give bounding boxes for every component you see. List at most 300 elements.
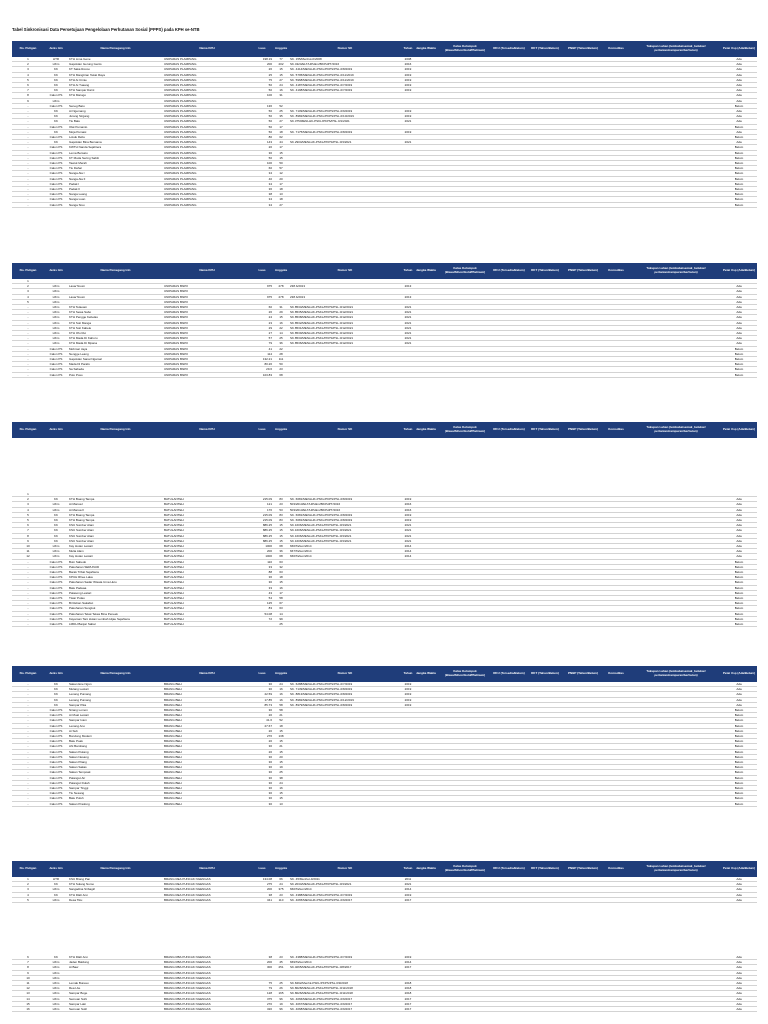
- column-header-pnbp: PNBP (Tahun/Belum): [565, 861, 601, 877]
- cell-anggota: 23: [273, 955, 289, 960]
- cell-anggota: 15: [273, 72, 289, 77]
- cell-no: 2: [12, 62, 44, 67]
- cell-no: 7: [12, 528, 44, 533]
- cell-peta: Ada: [721, 507, 757, 512]
- cell-tahun: 2017: [401, 897, 415, 902]
- column-header-komoditas: Komoditas: [601, 263, 631, 279]
- cell-luas: 41: [251, 346, 273, 351]
- cell-peta: Ada: [721, 1007, 757, 1012]
- cell-no: -: [12, 739, 44, 744]
- cell-jenis: Calon PS: [44, 786, 68, 791]
- cell-nomor_sk: SK.8536/MENLHK-PSKL/PKPS/PSL.0/12/2021: [289, 341, 401, 346]
- cell-nomor_sk: SK.4065/MENLHK-PSKL/PKPS/PSL.0/8/2017: [289, 965, 401, 970]
- cell-kph: BATULANTEH: [163, 502, 251, 507]
- cell-luas: 30: [251, 687, 273, 692]
- cell-no: 6: [12, 955, 44, 960]
- column-header-peta: Peta/ Usp (Ada/Belum): [721, 41, 757, 57]
- cell-peta: Belum: [721, 585, 757, 590]
- column-header-nomor_sk: Nomor SK: [289, 666, 401, 682]
- cell-nama: Ai Ngemang: [68, 109, 163, 114]
- cell-nama: KTH Sampar Darni: [68, 88, 163, 93]
- cell-nomor_sk: SK. 4388/MENLHK-PSKL/PKPS/PSL.0/7/2019: [289, 892, 401, 897]
- cell-anggota: 24: [273, 882, 289, 887]
- cell-luas: 886.25: [251, 533, 273, 538]
- column-header-pnbp: PNBP (Tahun/Belum): [565, 263, 601, 279]
- cell-jenis: Calon PS: [44, 192, 68, 197]
- cell-kph: BRANG BEH: [163, 728, 251, 733]
- cell-tahun: 2019: [401, 697, 415, 702]
- cell-luas: 50: [251, 114, 273, 119]
- cell-anggota: 25: [273, 336, 289, 341]
- cell-nama: Nanga Luan: [68, 197, 163, 202]
- cell-tahun: 2014: [401, 554, 415, 559]
- cell-luas: 103.83: [251, 372, 273, 377]
- cell-jenis: HKm: [44, 62, 68, 67]
- cell-nama: Jurang Sirgang: [68, 114, 163, 119]
- cell-nama: KTH Marugo: [68, 93, 163, 98]
- cell-jangka: [415, 897, 437, 902]
- cell-no: -: [12, 171, 44, 176]
- cell-jenis: KK: [44, 697, 68, 702]
- cell-nomor_sk: SK.8534/MENLHK-PSKL/PKPS/PSL.0/12/2021: [289, 305, 401, 310]
- cell-anggota: 63: [273, 606, 289, 611]
- cell-kph: BRANG BEH: [163, 692, 251, 697]
- column-header-nama: Nama Pemegang Izin: [68, 422, 163, 438]
- cell-kph: UNIPARAS PLAMPANG: [163, 202, 251, 207]
- cell-peta: Belum: [721, 590, 757, 595]
- cell-jenis: Calon PS: [44, 367, 68, 372]
- cell-no: -: [12, 140, 44, 145]
- table-row: [12, 1007, 757, 1012]
- cell-anggota: 24: [273, 83, 289, 88]
- cell-kph: BRANG BEH: [163, 754, 251, 759]
- cell-nomor_sk: SK.8535/MENLHK-PSKL/PKPS/PSL.0/12/2021: [289, 310, 401, 315]
- cell-peta: Belum: [721, 166, 757, 171]
- cell-nama: KT Muda Sering Sabiti: [68, 155, 163, 160]
- column-header-anggota: Anggota: [273, 666, 289, 682]
- cell-luas: 114: [251, 351, 273, 356]
- cell-anggota: 15: [273, 538, 289, 543]
- cell-kph: UNIPARAS PLAMPANG: [163, 155, 251, 160]
- cell-kph: UNIPARAS PLAMPANG: [163, 72, 251, 77]
- cell-peta: Belum: [721, 754, 757, 759]
- cell-nama: Palasong Lestari: [68, 590, 163, 595]
- cell-tahun: 2014: [401, 544, 415, 549]
- cell-tahun: 2019: [401, 518, 415, 523]
- cell-anggota: 63: [273, 570, 289, 575]
- cell-jenis: HKm: [44, 284, 68, 289]
- column-header-rku: RKU (Tersedia/Belum): [493, 263, 525, 279]
- cell-no: -: [12, 734, 44, 739]
- cell-tahun: [401, 202, 415, 207]
- cell-jenis: HKm: [44, 310, 68, 315]
- cell-no: -: [12, 575, 44, 580]
- cell-kph: BATULANTEH: [163, 601, 251, 606]
- column-header-nomor_sk: Nomor SK: [289, 861, 401, 877]
- cell-luas: 30: [251, 744, 273, 749]
- cell-no: 1: [12, 492, 44, 497]
- cell-kph: UNIPARAS BIWO: [163, 367, 251, 372]
- cell-luas: 50: [251, 88, 273, 93]
- cell-no: 1: [12, 279, 44, 284]
- cell-peta: Belum: [721, 357, 757, 362]
- cell-kph: BATULANTEH: [163, 523, 251, 528]
- cell-anggota: 66: [273, 877, 289, 882]
- cell-anggota: 96: [273, 1007, 289, 1012]
- cell-nomor_sk: 667/Tahun/2014: [289, 549, 401, 554]
- cell-nomor_sk: SK. 6681/MENLHK-PSKL/PKPS/PSL.0/8/2019: [289, 518, 401, 523]
- cell-no: -: [12, 331, 44, 336]
- cell-luas: 134.08: [251, 877, 273, 882]
- cell-luas: 24: [251, 315, 273, 320]
- cell-luas: 34: [251, 171, 273, 176]
- cell-kph: BRANG BEH: [163, 708, 251, 713]
- table-row: [12, 622, 757, 627]
- cell-jenis: KK: [44, 682, 68, 687]
- cell-kph: UNIPARAS PLAMPANG: [163, 109, 251, 114]
- cell-nama: Sampar Pika: [68, 702, 163, 707]
- cell-jenis: KK: [44, 114, 68, 119]
- cell-jenis: HKm: [44, 341, 68, 346]
- cell-anggota: 15: [273, 523, 289, 528]
- cell-peta: Belum: [721, 103, 757, 108]
- cell-no: -: [12, 796, 44, 801]
- cell-nama: Buin Sabedo: [68, 559, 163, 564]
- column-header-tahun: Tahun: [401, 41, 415, 57]
- cell-kph: UNIPARAS PLAMPANG: [163, 83, 251, 88]
- cell-no: -: [12, 372, 44, 377]
- cell-jenis: Calon PS: [44, 161, 68, 166]
- cell-peta: Ada: [721, 67, 757, 72]
- table-row: [12, 897, 757, 902]
- cell-luas: 50: [251, 83, 273, 88]
- cell-anggota: 38: [273, 775, 289, 780]
- cell-nama: Mulia Alam: [68, 549, 163, 554]
- cell-luas: 60: [251, 305, 273, 310]
- cell-nama: Nanga Ala I: [68, 171, 163, 176]
- cell-anggota: 52: [273, 718, 289, 723]
- cell-peta: Belum: [721, 181, 757, 186]
- column-header-jangka: Jangka Waktu: [415, 263, 437, 279]
- cell-no: -: [12, 325, 44, 330]
- cell-no: -: [12, 109, 44, 114]
- cell-peta: Ada: [721, 975, 757, 980]
- cell-kph: BATULANTEH: [163, 533, 251, 538]
- cell-tahun: [401, 372, 415, 377]
- cell-kph: UNIPARAS BIWO: [163, 320, 251, 325]
- cell-tahun: 2019: [401, 497, 415, 502]
- cell-rku: [493, 372, 525, 377]
- cell-nomor_sk: 238.b/2013: [289, 284, 401, 289]
- cell-jenis: Calon PS: [44, 601, 68, 606]
- cell-peta: Belum: [721, 575, 757, 580]
- column-header-no: No. Putigan: [12, 861, 44, 877]
- cell-anggota: 23: [273, 892, 289, 897]
- cell-kph: UNIPARAS PLAMPANG: [163, 140, 251, 145]
- cell-anggota: 20: [273, 176, 289, 181]
- cell-luas: 50: [251, 119, 273, 124]
- cell-anggota: 21: [273, 713, 289, 718]
- column-header-kph: Nama KPH: [163, 861, 251, 877]
- cell-jenis: Calon PS: [44, 739, 68, 744]
- cell-peta: Ada: [721, 697, 757, 702]
- cell-tahun: [401, 622, 415, 627]
- cell-jenis: Calon PS: [44, 372, 68, 377]
- cell-tahun: 2021: [401, 305, 415, 310]
- cell-no: 4: [12, 892, 44, 897]
- cell-jenis: Calon PS: [44, 596, 68, 601]
- cell-peta: Ada: [721, 897, 757, 902]
- cell-anggota: 45: [273, 960, 289, 965]
- cell-anggota: 83: [273, 512, 289, 517]
- cell-kph: BRANG REA PUNCAK NGENGAS: [163, 877, 251, 882]
- cell-anggota: 15: [273, 791, 289, 796]
- cell-pnbp: [565, 1007, 601, 1012]
- cell-anggota: 19: [273, 765, 289, 770]
- cell-luas: 886.25: [251, 523, 273, 528]
- column-header-jenis: Jenis Izin: [44, 41, 68, 57]
- cell-no: -: [12, 580, 44, 585]
- cell-rkt: [525, 1007, 565, 1012]
- cell-kph: BRANG BEH: [163, 713, 251, 718]
- cell-nomor_sk: 503/2013/ELT/HPHkm/BKPHPT/2016: [289, 502, 401, 507]
- column-header-luas: Luas: [251, 263, 273, 279]
- cell-kph: BATULANTEH: [163, 528, 251, 533]
- cell-nama: Mada Di Parafu: [68, 362, 163, 367]
- cell-nomor_sk: SK. 7109/MENLHK-PSKL/PKPS/PSL.0/9/2019: [289, 109, 401, 114]
- column-header-luas: Luas: [251, 861, 273, 877]
- cell-nomor_sk: SK.8028/MENLHK-PSKL/PKPS/PSL.0/11/2018: [289, 986, 401, 991]
- cell-no: -: [12, 801, 44, 806]
- cell-no: 13: [12, 991, 44, 996]
- cell-nama: Lenang Pumang: [68, 692, 163, 697]
- cell-peta: Belum: [721, 606, 757, 611]
- cell-no: 7: [12, 960, 44, 965]
- cell-peta: Belum: [721, 770, 757, 775]
- cell-luas: 36: [251, 187, 273, 192]
- cell-tujuan: [631, 897, 721, 902]
- cell-anggota: 52: [273, 103, 289, 108]
- cell-nomor_sk: 503/2013/ELT/HPHkm/BKPHPT/2016: [289, 507, 401, 512]
- cell-nama: Tawuk Merah: [68, 161, 163, 166]
- cell-kph: BATULANTEH: [163, 616, 251, 621]
- cell-anggota: 22: [273, 325, 289, 330]
- cell-kph: BATULANTEH: [163, 596, 251, 601]
- cell-no: -: [12, 341, 44, 346]
- cell-no: -: [12, 616, 44, 621]
- cell-luas: 30: [251, 770, 273, 775]
- cell-tahun: 2021: [401, 310, 415, 315]
- cell-luas: 341: [251, 897, 273, 902]
- cell-luas: 30: [251, 580, 273, 585]
- cell-nama: Padak I: [68, 181, 163, 186]
- table-header-row: [12, 41, 757, 57]
- cell-peta: Ada: [721, 991, 757, 996]
- cell-nama: KTH Soit Kabele: [68, 325, 163, 330]
- cell-peta: Belum: [721, 713, 757, 718]
- cell-peta: Ada: [721, 955, 757, 960]
- cell-jenis: Calon PS: [44, 570, 68, 575]
- cell-rkt: [525, 622, 565, 627]
- cell-luas: 22.59: [251, 692, 273, 697]
- cell-nama: Nanga Leang: [68, 192, 163, 197]
- cell-nama: KT Saka Rocoo: [68, 67, 163, 72]
- cell-no: -: [12, 682, 44, 687]
- cell-nomor_sk: 666/Tahun/2014: [289, 554, 401, 559]
- cell-kph: BRANG RBA PUNCAK NGENGAS: [163, 991, 251, 996]
- cell-peta: Ada: [721, 512, 757, 517]
- cell-peta: Ada: [721, 331, 757, 336]
- cell-jenis: HKm: [44, 991, 68, 996]
- cell-nomor_sk: SK.8539/MENLHK-PSKL/PKPS/PSL.0/12/2021: [289, 331, 401, 336]
- cell-no: 3: [12, 887, 44, 892]
- cell-no: 6: [12, 83, 44, 88]
- cell-peta: Belum: [721, 351, 757, 356]
- cell-nama: KTH Mangtiran Tekat Raya: [68, 72, 163, 77]
- cell-nama: Sakan Ene Ngsn: [68, 682, 163, 687]
- cell-kph: BRANG BEH: [163, 687, 251, 692]
- cell-nama: Kay Hutan Lestari: [68, 554, 163, 559]
- cell-nama: Ai Sub: [68, 728, 163, 733]
- cell-luas: 50: [251, 155, 273, 160]
- cell-peta: Ada: [721, 497, 757, 502]
- cell-luas: 100: [251, 161, 273, 166]
- cell-peta: Ada: [721, 93, 757, 98]
- cell-peta: Ada: [721, 129, 757, 134]
- cell-no: 12: [12, 986, 44, 991]
- cell-jenis: HKm: [44, 325, 68, 330]
- cell-anggota: 15: [273, 760, 289, 765]
- cell-komoditas: [601, 372, 631, 377]
- cell-luas: 17.85: [251, 697, 273, 702]
- cell-jenis: KK: [44, 955, 68, 960]
- table-header-row: [12, 422, 757, 438]
- column-header-jenis: Jenis Izin: [44, 422, 68, 438]
- column-header-tahun: Tahun: [401, 861, 415, 877]
- table-row: [12, 801, 757, 806]
- cell-jenis: HKm: [44, 970, 68, 975]
- cell-kph: BRANG RBA PUNCAK NGENGAS: [163, 955, 251, 960]
- cell-luas: 30: [251, 754, 273, 759]
- cell-no: 3: [12, 502, 44, 507]
- cell-no: -: [12, 692, 44, 697]
- cell-no: -: [12, 129, 44, 134]
- cell-no: 9: [12, 98, 44, 103]
- cell-tahun: 2014: [401, 549, 415, 554]
- cell-peta: Belum: [721, 346, 757, 351]
- data-table-kph-1: [12, 41, 757, 208]
- cell-nama: Tiu Dahar: [68, 166, 163, 171]
- cell-nama: Nengge Leang: [68, 351, 163, 356]
- cell-nomor_sk: SK.8026/MENLHK-PSKL/PKPS/PSL.0/11/2018: [289, 991, 401, 996]
- cell-kph: BRANG BEH: [163, 775, 251, 780]
- cell-tahun: 2021: [401, 528, 415, 533]
- cell-peta: Belum: [721, 601, 757, 606]
- column-header-nama: Nama Pemegang Izin: [68, 861, 163, 877]
- cell-anggota: 15: [273, 739, 289, 744]
- column-header-kelas: Kelas Kelompok (Biasa/Sihon/Gold/Platinum): [437, 41, 493, 57]
- cell-tahun: 2021: [401, 119, 415, 124]
- cell-jenis: KK: [44, 702, 68, 707]
- cell-jenis: Calon PS: [44, 166, 68, 171]
- cell-anggota: 13: [273, 801, 289, 806]
- cell-anggota: 23: [273, 367, 289, 372]
- cell-nomor_sk: [289, 372, 401, 377]
- cell-kph: UNIPARAS BIWO: [163, 331, 251, 336]
- cell-kph: BRANG BEH: [163, 697, 251, 702]
- cell-anggota: 27: [273, 202, 289, 207]
- cell-peta: Ada: [721, 98, 757, 103]
- cell-anggota: 25: [273, 770, 289, 775]
- cell-no: -: [12, 622, 44, 627]
- cell-anggota: 12: [273, 171, 289, 176]
- cell-nama: KTH Mada Di Kahuru: [68, 336, 163, 341]
- cell-nama: Sampar Laki: [68, 1001, 163, 1006]
- cell-anggota: 18: [273, 723, 289, 728]
- cell-pnbp: [565, 202, 601, 207]
- cell-peta: Ada: [721, 549, 757, 554]
- cell-luas: 85.73: [251, 702, 273, 707]
- column-header-nama: Nama Pemegang Izin: [68, 666, 163, 682]
- cell-luas: 110: [251, 559, 273, 564]
- cell-tahun: 2013: [401, 294, 415, 299]
- column-header-no: No. Putigan: [12, 41, 44, 57]
- cell-no: -: [12, 687, 44, 692]
- cell-kph: BATULANTEH: [163, 570, 251, 575]
- cell-luas: 34: [251, 181, 273, 186]
- cell-tahun: 2021: [401, 140, 415, 145]
- cell-kph: UNIPARAS PLAMPANG: [163, 67, 251, 72]
- cell-nama: Nirang Lomon: [68, 708, 163, 713]
- cell-no: 5: [12, 518, 44, 523]
- cell-anggota: 67: [273, 601, 289, 606]
- cell-luas: 20: [251, 145, 273, 150]
- cell-nomor_sk: [289, 202, 401, 207]
- cell-no: -: [12, 315, 44, 320]
- cell-no: 2: [12, 497, 44, 502]
- cell-luas: 20: [251, 739, 273, 744]
- cell-peta: Ada: [721, 986, 757, 991]
- cell-anggota: 83: [273, 518, 289, 523]
- cell-peta: Belum: [721, 580, 757, 585]
- cell-no: 10: [12, 544, 44, 549]
- cell-nama: LMDH Banjar Sabar: [68, 622, 163, 627]
- cell-kph: BRANG REA PUNCAK NGENGAS: [163, 892, 251, 897]
- cell-kph: UNIPARAS BIWO: [163, 346, 251, 351]
- cell-nama: Bondong Modern: [68, 734, 163, 739]
- cell-kph: BRANG RBA PUNCAK NGENGAS: [163, 981, 251, 986]
- cell-tahun: 2021: [401, 523, 415, 528]
- cell-luas: 1000: [251, 554, 273, 559]
- cell-peta: Ada: [721, 114, 757, 119]
- cell-anggota: 15: [273, 533, 289, 538]
- cell-luas: 54.08: [251, 611, 273, 616]
- cell-tahun: 2021: [401, 341, 415, 346]
- column-header-tujuan: Tukupan Lahan (lembaba/semak_belukar/ pertanian/campuran/berhutan): [631, 263, 721, 279]
- cell-no: -: [12, 786, 44, 791]
- spacer-row: [12, 438, 757, 492]
- cell-tahun: 2019: [401, 692, 415, 697]
- cell-nama: Ai Mansa I: [68, 502, 163, 507]
- cell-kph: BATULANTEH: [163, 622, 251, 627]
- cell-nama: Nanga Sisu: [68, 202, 163, 207]
- cell-luas: 33: [251, 564, 273, 569]
- cell-jenis: Calon PS: [44, 775, 68, 780]
- cell-no: 3: [12, 289, 44, 294]
- cell-nama: KTH Boang Tampa: [68, 518, 163, 523]
- cell-tahun: 2019: [401, 129, 415, 134]
- cell-komoditas: [601, 1007, 631, 1012]
